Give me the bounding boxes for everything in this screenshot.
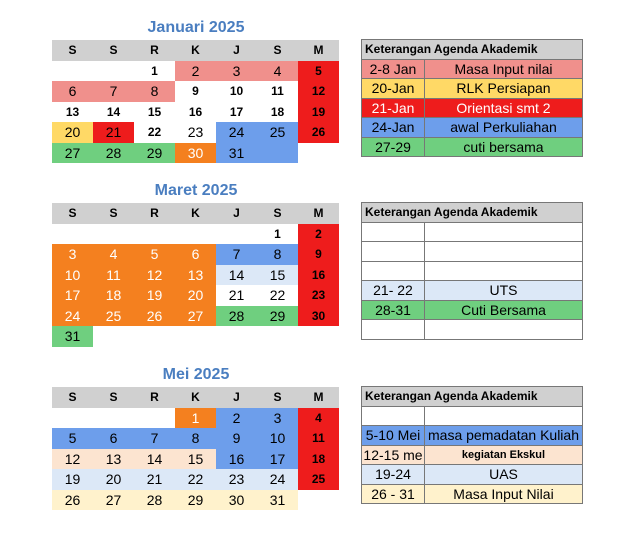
day-cell: 20 [175,285,216,306]
day-cell: 9 [298,244,339,265]
weekday-label: J [216,387,257,408]
weekday-label: S [257,40,298,61]
week-row [52,449,339,470]
day-cell: 8 [257,244,298,265]
weekday-label: K [175,40,216,61]
day-cell: 22 [175,469,216,490]
agenda-row [362,98,583,118]
day-cell [257,326,298,347]
weekday-label: S [93,203,134,224]
week-row [52,143,339,164]
day-cell: 19 [134,285,175,306]
weekday-label: R [134,387,175,408]
day-cell: 7 [216,244,257,265]
day-cell: 21 [134,469,175,490]
weekday-label: S [52,203,93,224]
day-cell: 19 [298,102,339,123]
day-cell [52,224,93,245]
weekday-label: S [257,203,298,224]
agenda-date: 19-24 [362,465,425,485]
day-cell: 8 [175,428,216,449]
day-cell: 25 [298,469,339,490]
week-row [52,469,339,490]
day-cell [298,143,339,164]
week-row [52,102,339,123]
weekday-label: R [134,203,175,224]
agenda-date: 21-Jan [362,98,425,118]
agenda-event [425,242,583,262]
agenda-row [362,242,583,262]
month-title-maret: Maret 2025 [154,182,238,199]
day-cell: 11 [298,428,339,449]
day-cell: 25 [257,122,298,143]
agenda-row [362,300,583,320]
agenda-row [362,137,583,157]
day-cell [134,224,175,245]
day-cell: 17 [257,449,298,470]
day-cell [52,408,93,429]
agenda-header-row [362,40,583,60]
day-cell: 26 [298,122,339,143]
day-cell: 28 [134,490,175,511]
agenda-event [425,320,583,340]
day-cell: 17 [52,285,93,306]
day-cell: 5 [134,244,175,265]
calendar-mei [52,387,339,510]
weekday-label: S [52,40,93,61]
weekday-header-row [52,40,339,61]
day-cell: 15 [175,449,216,470]
agenda-header: Keterangan Agenda Akademik [362,203,583,223]
agenda-event: RLK Persiapan [425,79,583,99]
day-cell [93,61,134,82]
day-cell: 7 [134,428,175,449]
agenda-event: Masa Input nilai [425,59,583,79]
day-cell: 24 [216,122,257,143]
agenda-date: 12-15 me [363,446,423,463]
agenda-row [362,445,583,465]
agenda-event [425,222,583,242]
day-cell [298,326,339,347]
day-cell: 27 [52,143,93,164]
day-cell: 23 [216,469,257,490]
day-cell: 22 [147,125,162,140]
day-cell [216,224,257,245]
agenda-table-januari [361,39,583,157]
day-cell: 5 [52,428,93,449]
week-row [52,285,339,306]
day-cell: 1 [274,226,281,241]
day-cell: 18 [270,104,285,119]
day-cell: 18 [298,449,339,470]
day-cell: 18 [93,285,134,306]
day-cell: 10 [257,428,298,449]
agenda-row [362,261,583,281]
agenda-row [362,484,583,504]
week-row [52,326,339,347]
agenda-date [362,261,425,281]
day-cell: 12 [298,81,339,102]
day-cell: 29 [134,143,175,164]
day-cell: 4 [257,61,298,82]
day-cell: 13 [175,265,216,286]
day-cell: 9 [192,84,199,99]
week-row [52,265,339,286]
day-cell: 10 [229,84,244,99]
day-cell: 15 [147,104,162,119]
day-cell [175,224,216,245]
weekday-label: J [216,203,257,224]
day-cell: 1 [151,63,158,78]
day-cell: 13 [93,449,134,470]
weekday-header-row [52,387,339,408]
weekday-label: R [134,40,175,61]
agenda-table-maret [361,202,583,340]
day-cell: 19 [52,469,93,490]
agenda-date: 26 - 31 [362,484,425,504]
day-cell: 1 [175,408,216,429]
agenda-event: UAS [425,465,583,485]
agenda-event: UTS [425,281,583,301]
week-row [52,408,339,429]
weekday-label: S [257,387,298,408]
week-row [52,81,339,102]
week-row [52,122,339,143]
day-cell: 6 [52,81,93,102]
week-row [52,306,339,327]
day-cell: 6 [93,428,134,449]
day-cell: 15 [257,265,298,286]
agenda-date: 2-8 Jan [362,59,425,79]
day-cell: 4 [93,244,134,265]
day-cell: 5 [298,61,339,82]
week-row [52,490,339,511]
day-cell: 14 [216,265,257,286]
agenda-date: 21- 22 [362,281,425,301]
day-cell: 22 [269,287,286,304]
day-cell: 16 [188,104,203,119]
day-cell [93,224,134,245]
weekday-label: S [93,40,134,61]
day-cell: 25 [93,306,134,327]
day-cell: 31 [257,490,298,511]
week-row [52,224,339,245]
weekday-header-row [52,203,339,224]
day-cell: 28 [216,306,257,327]
weekday-label: S [52,387,93,408]
calendar-maret [52,203,339,347]
agenda-header-row [362,387,583,407]
day-cell: 2 [216,408,257,429]
day-cell: 11 [271,84,284,99]
day-cell [216,326,257,347]
agenda-event: cuti bersama [425,137,583,157]
day-cell: 30 [175,143,216,164]
calendar-januari [52,40,339,163]
agenda-event: kegiatan Ekskul [425,445,583,465]
day-cell: 16 [298,265,339,286]
agenda-event: awal Perkuliahan [425,118,583,138]
agenda-event: Cuti Bersama [425,300,583,320]
agenda-event [425,406,583,426]
week-row [52,61,339,82]
day-cell: 3 [52,244,93,265]
weekday-label: K [175,203,216,224]
agenda-header: Keterangan Agenda Akademik [362,40,583,60]
day-cell [134,408,175,429]
agenda-row [362,406,583,426]
day-cell: 24 [257,469,298,490]
day-cell: 30 [216,490,257,511]
day-cell: 2 [298,224,339,245]
agenda-header: Keterangan Agenda Akademik [362,387,583,407]
day-cell: 23 [187,124,204,141]
day-cell: 7 [93,81,134,102]
agenda-event: masa pemadatan Kuliah [425,426,583,446]
week-row [52,244,339,265]
day-cell: 26 [134,306,175,327]
agenda-date [362,406,425,426]
day-cell: 31 [216,143,257,164]
day-cell: 14 [134,449,175,470]
agenda-event: Masa Input Nilai [425,484,583,504]
day-cell: 20 [52,122,93,143]
agenda-row [362,465,583,485]
agenda-row [362,426,583,446]
day-cell: 26 [52,490,93,511]
weekday-label: M [298,40,339,61]
day-cell [175,326,216,347]
agenda-row [362,320,583,340]
day-cell: 3 [257,408,298,429]
day-cell: 27 [93,490,134,511]
agenda-date: 27-29 [362,137,425,157]
agenda-event: Orientasi smt 2 [425,98,583,118]
agenda-date [362,242,425,262]
day-cell: 24 [52,306,93,327]
day-cell: 11 [93,265,134,286]
day-cell [298,490,339,511]
day-cell: 29 [257,306,298,327]
agenda-date: 28-31 [362,300,425,320]
agenda-date: 24-Jan [362,118,425,138]
day-cell: 6 [175,244,216,265]
day-cell: 17 [229,104,244,119]
day-cell: 30 [298,306,339,327]
agenda-date [362,320,425,340]
day-cell: 12 [52,449,93,470]
weekday-label: J [216,40,257,61]
day-cell: 27 [175,306,216,327]
day-cell: 9 [216,428,257,449]
agenda-table-mei [361,386,583,504]
agenda-event [425,261,583,281]
agenda-row [362,118,583,138]
agenda-date: 20-Jan [362,79,425,99]
day-cell: 23 [298,285,339,306]
day-cell: 28 [93,143,134,164]
day-cell [134,326,175,347]
day-cell: 31 [52,326,93,347]
day-cell: 2 [175,61,216,82]
agenda-row [362,59,583,79]
day-cell: 21 [228,287,245,304]
agenda-header-row [362,203,583,223]
agenda-row [362,281,583,301]
day-cell: 16 [216,449,257,470]
month-title-mei: Mei 2025 [162,366,230,383]
day-cell [93,408,134,429]
day-cell: 20 [93,469,134,490]
agenda-row [362,222,583,242]
weekday-label: M [298,387,339,408]
month-title-januari: Januari 2025 [147,19,245,36]
day-cell: 10 [52,265,93,286]
agenda-row [362,79,583,99]
day-cell: 21 [93,122,134,143]
day-cell: 4 [298,408,339,429]
day-cell [257,143,298,164]
week-row [52,428,339,449]
day-cell: 3 [216,61,257,82]
day-cell [93,326,134,347]
day-cell: 29 [175,490,216,511]
day-cell: 8 [134,81,175,102]
day-cell [52,61,93,82]
day-cell: 12 [134,265,175,286]
weekday-label: K [175,387,216,408]
day-cell: 13 [65,104,80,119]
day-cell: 14 [106,104,121,119]
weekday-label: S [93,387,134,408]
weekday-label: M [298,203,339,224]
agenda-date: 5-10 Mei [362,426,425,446]
agenda-date [362,222,425,242]
